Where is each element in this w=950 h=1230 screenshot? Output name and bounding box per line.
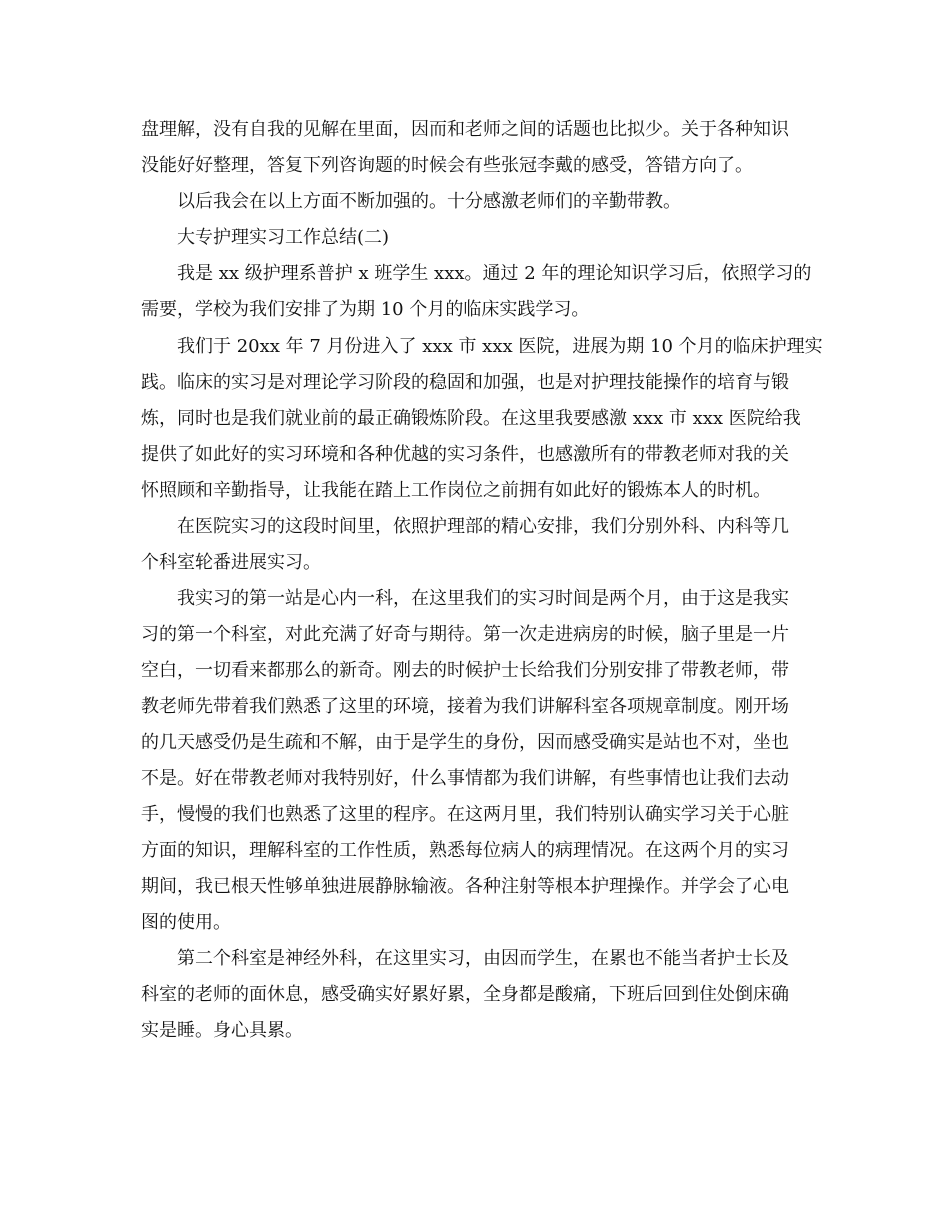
- text-line: 盘理解，没有自我的见解在里面，因而和老师之间的话题也比拟少。关于各种知识: [141, 119, 789, 140]
- text-line: 手，慢慢的我们也熟悉了这里的程序。在这两月里，我们特别认确实学习关于心脏: [141, 804, 789, 825]
- section-heading: 大专护理实习工作总结(二): [177, 227, 390, 248]
- text-line: 以后我会在以上方面不断加强的。十分感激老师们的辛勤带教。: [177, 191, 681, 212]
- text-line: 炼，同时也是我们就业前的最正确锻炼阶段。在这里我要感激 xxx 市 xxx 医院给我: [141, 408, 801, 429]
- text-line: 期间，我已根天性够单独进展静脉输液。各种注射等根本护理操作。并学会了心电: [141, 876, 789, 897]
- text-line: 我是 xx 级护理系普护 x 班学生 xxx。通过 2 年的理论知识学习后，依照学习的: [177, 263, 812, 284]
- text-line: 习的第一个科室，对此充满了好奇与期待。第一次走进病房的时候，脑子里是一片: [141, 624, 789, 645]
- text-line: 没能好好整理，答复下列咨询题的时候会有些张冠李戴的感受，答错方向了。: [141, 155, 753, 176]
- text-line: 我们于 20xx 年 7 月份进入了 xxx 市 xxx 医院，进展为期 10 个月的临床护理实: [177, 336, 823, 357]
- text-line: 空白，一切看来都那么的新奇。刚去的时候护士长给我们分别安排了带教老师，带: [141, 660, 789, 681]
- text-line: 第二个科室是神经外科，在这里实习，由因而学生，在累也不能当者护士长及: [177, 948, 789, 969]
- text-line: 的几天感受仍是生疏和不解，由于是学生的身份，因而感受确实是站也不对，坐也: [141, 732, 789, 753]
- text-line: 图的使用。: [141, 912, 231, 933]
- text-line: 在医院实习的这段时间里，依照护理部的精心安排，我们分别外科、内科等几: [177, 516, 789, 537]
- text-line: 不是。好在带教老师对我特别好，什么事情都为我们讲解，有些事情也让我们去动: [141, 768, 789, 789]
- text-line: 科室的老师的面休息，感受确实好累好累，全身都是酸痛，下班后回到住处倒床确: [141, 984, 789, 1005]
- text-line: 教老师先带着我们熟悉了这里的环境，接着为我们讲解科室各项规章制度。刚开场: [141, 696, 789, 717]
- text-line: 需要，学校为我们安排了为期 10 个月的临床实践学习。: [141, 299, 590, 320]
- text-line: 提供了如此好的实习环境和各种优越的实习条件，也感激所有的带教老师对我的关: [141, 444, 789, 465]
- text-line: 践。临床的实习是对理论学习阶段的稳固和加强，也是对护理技能操作的培育与锻: [141, 372, 789, 393]
- text-line: 方面的知识，理解科室的工作性质，熟悉每位病人的病理情况。在这两个月的实习: [141, 840, 789, 861]
- text-line: 我实习的第一站是心内一科，在这里我们的实习时间是两个月，由于这是我实: [177, 588, 789, 609]
- text-line: 个科室轮番进展实习。: [141, 552, 321, 573]
- text-line: 实是睡。身心具累。: [141, 1020, 303, 1041]
- text-line: 怀照顾和辛勤指导，让我能在踏上工作岗位之前拥有如此好的锻炼本人的时机。: [141, 480, 771, 501]
